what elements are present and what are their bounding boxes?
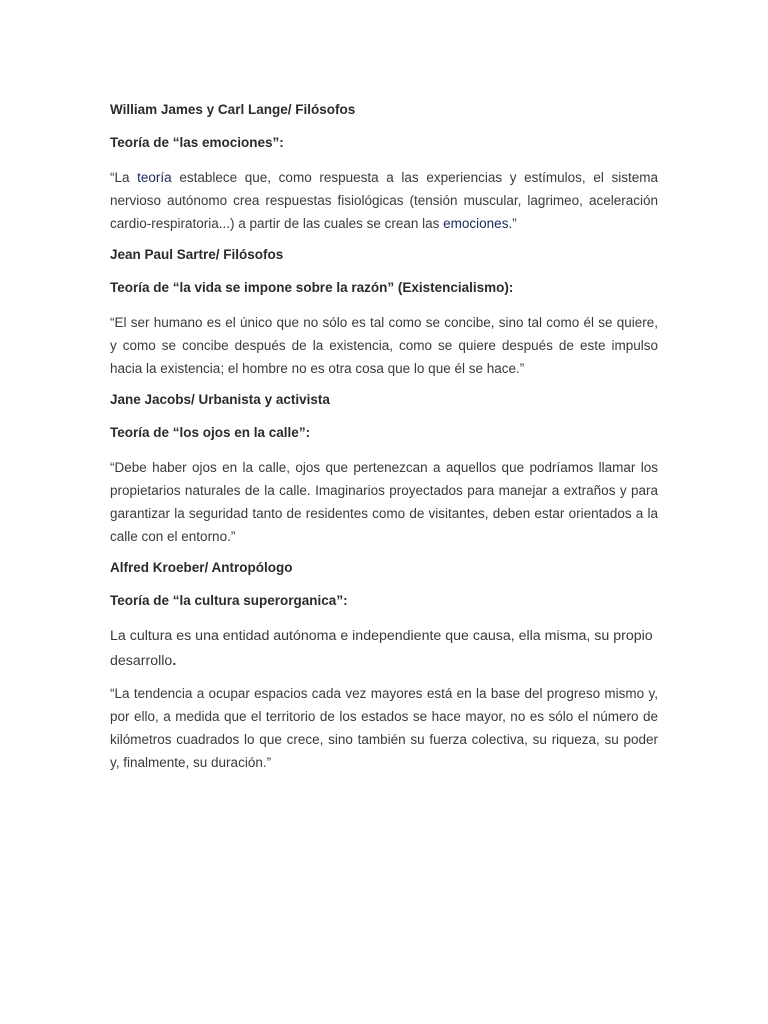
author-heading-sartre: Jean Paul Sartre/ Filósofos <box>110 247 284 262</box>
author-heading-james-lange: William James y Carl Lange/ Filósofos <box>110 102 356 117</box>
quote-text: “La <box>110 170 138 185</box>
quote-text: establece que, como respuesta a las experiencias y estímulos, el sistema nervioso autónomo crea respuestas fisiológicas (tensión muscular, lagrimeo, aceleración cardio-respiratoria...) a partir de las cuales se crean las <box>110 170 658 231</box>
author-heading-kroeber: Alfred Kroeber/ Antropólogo <box>110 560 293 575</box>
theory-heading-emociones: Teoría de “las emociones”: <box>110 135 284 150</box>
emociones-link[interactable]: emociones <box>443 216 509 231</box>
author-heading-jacobs: Jane Jacobs/ Urbanista y activista <box>110 392 330 407</box>
quote-sartre: “El ser humano es el único que no sólo es tal como se concibe, sino tal como él se quiere, y como se concibe después de la existencia, como se quiere después de este impulso hacia la existencia; el hombre no es otra cosa que lo que él se hace.” <box>110 315 658 376</box>
description-kroeber <box>110 624 658 674</box>
description-end: . <box>172 653 177 669</box>
quote-jacobs: “Debe haber ojos en la calle, ojos que pertenezcan a aquellos que podríamos llamar los propietarios naturales de la calle. Imaginarios proyectados para manejar a extraños y para garantizar la seguridad tanto de residentes como de visitantes, deben estar orientados a la calle con el entorno.” <box>110 460 658 544</box>
quote-kroeber: “La tendencia a ocupar espacios cada vez mayores está en la base del progreso mismo y, por ello, a medida que el territorio de los estados se hace mayor, no es sólo el número de kilómetros cuadrados lo que crece, sino también su fuerza colectiva, su riqueza, su poder y, finalmente, su duración.” <box>110 686 658 770</box>
quote-text: .” <box>508 216 517 231</box>
teoria-link[interactable]: teoría <box>137 170 172 185</box>
description-text: La cultura es una entidad autónoma e independiente que causa, ella misma, su propio desarrollo <box>110 628 653 669</box>
document-page <box>110 100 658 784</box>
theory-heading-cultura-superorganica: Teoría de “la cultura superorganica”: <box>110 593 348 608</box>
quote-emociones <box>110 166 658 235</box>
theory-heading-ojos-en-la-calle: Teoría de “los ojos en la calle”: <box>110 425 311 440</box>
theory-heading-existencialismo: Teoría de “la vida se impone sobre la razón” (Existencialismo): <box>110 280 514 295</box>
